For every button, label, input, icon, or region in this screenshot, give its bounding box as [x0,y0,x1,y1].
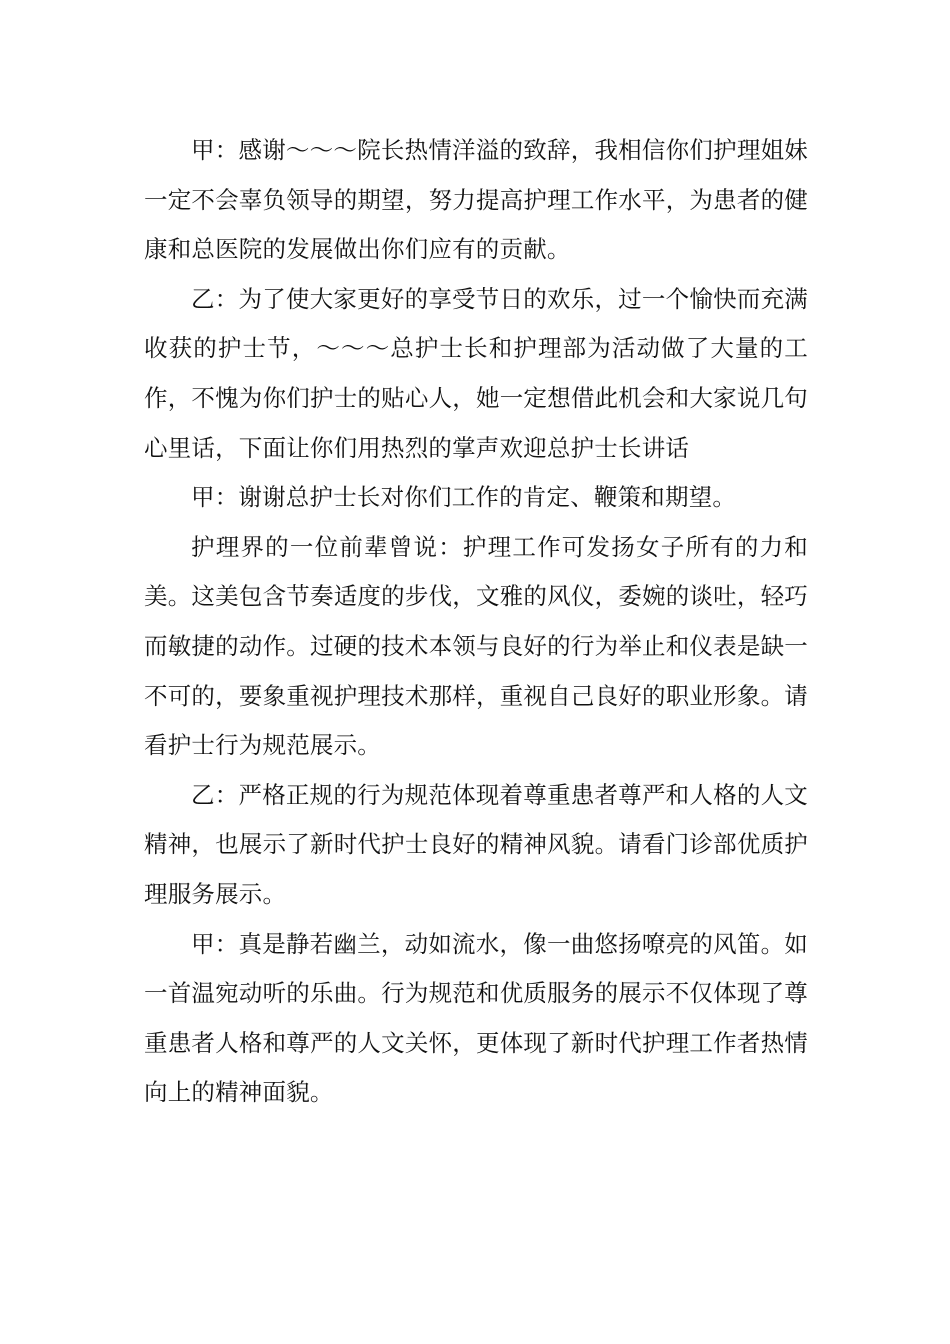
paragraph: 护理界的一位前辈曾说：护理工作可发扬女子所有的力和美。这美包含节奏适度的步伐，文雅的风仪，委婉的谈吐，轻巧而敏捷的动作。过硬的技术本领与良好的行为举止和仪表是缺一不可的，要象重视护理技术那样，重视自己良好的职业形象。请看护士行为规范展示。 [144,532,808,760]
paragraph: 甲：真是静若幽兰，动如流水，像一曲悠扬嘹亮的风笛。如一首温宛动听的乐曲。行为规范和优质服务的展示不仅体现了尊重患者人格和尊严的人文关怀，更体现了新时代护理工作者热情向上的精神面貌。 [144,929,808,1107]
paragraph: 甲：感谢～～～院长热情洋溢的致辞，我相信你们护理姐妹一定不会辜负领导的期望，努力提高护理工作水平，为患者的健康和总医院的发展做出你们应有的贡献。 [144,136,808,264]
paragraph: 乙：严格正规的行为规范体现着尊重患者尊严和人格的人文精神，也展示了新时代护士良好的精神风貌。请看门诊部优质护理服务展示。 [144,780,808,908]
paragraph: 乙：为了使大家更好的享受节日的欢乐，过一个愉快而充满收获的护士节，～～～总护士长和护理部为活动做了大量的工作，不愧为你们护士的贴心人，她一定想借此机会和大家说几句心里话，下面让你们用热烈的掌声欢迎总护士长讲话 [144,284,808,462]
document-body [144,126,808,1118]
paragraph: 甲：谢谢总护士长对你们工作的肯定、鞭策和期望。 [191,483,737,512]
